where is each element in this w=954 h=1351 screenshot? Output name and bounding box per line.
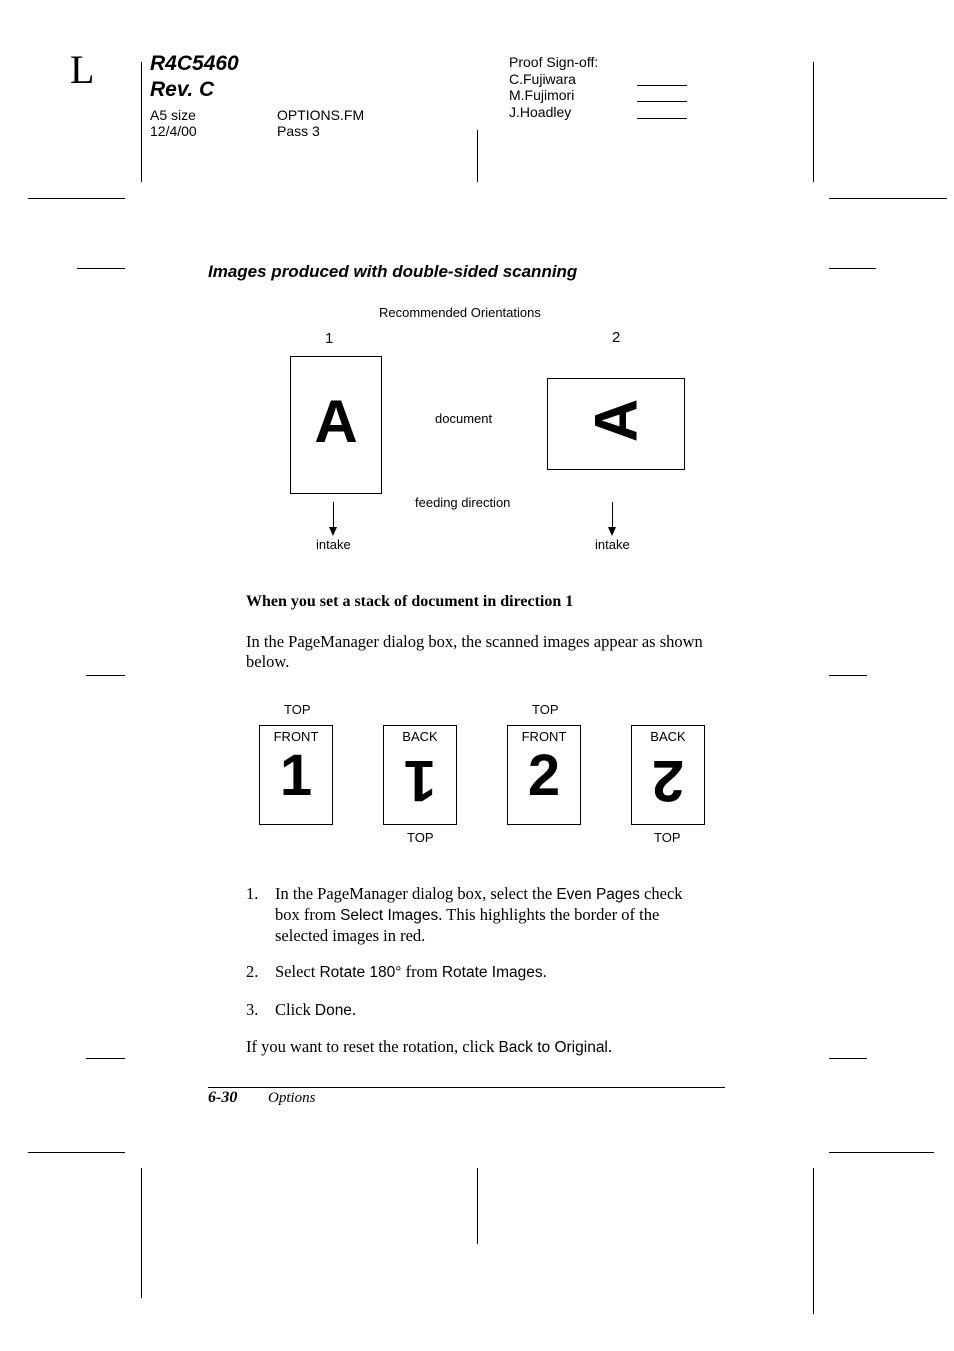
document-letter: A	[314, 388, 358, 455]
crop-mark	[829, 1152, 934, 1153]
page-side-label: FRONT	[521, 729, 567, 744]
reset-paragraph: If you want to reset the rotation, click Back to Original.	[246, 1037, 613, 1056]
page-side-label: BACK	[402, 729, 438, 744]
page-image-front-2	[507, 725, 581, 825]
header-size: A5 size	[150, 107, 196, 123]
arrow-head-icon	[329, 527, 337, 536]
step-1-line: selected images in red.	[275, 926, 426, 945]
top-label: TOP	[284, 702, 311, 717]
crop-mark	[28, 1152, 125, 1153]
feeding-direction-label: feeding direction	[415, 495, 511, 510]
signature-line	[637, 101, 687, 102]
footer-rule	[208, 1087, 725, 1088]
page-side-label: BACK	[650, 729, 686, 744]
crop-mark	[829, 1058, 867, 1059]
ui-term: Even Pages	[556, 886, 640, 903]
model-name: R4C5460	[150, 52, 239, 75]
ui-term: Back to Original	[498, 1039, 608, 1056]
crop-mark	[77, 268, 125, 269]
section-heading: Images produced with double-sided scanning	[208, 262, 578, 281]
arrow-head-icon	[608, 527, 616, 536]
step-1-line: box from Select Images. This highlights the border of the	[275, 905, 660, 924]
intake-label: intake	[595, 537, 630, 552]
feed-arrow	[333, 502, 334, 527]
ui-term: Rotate Images	[441, 964, 543, 981]
ui-term: Select Images	[340, 907, 439, 924]
model-title	[150, 51, 239, 103]
signer: C.Fujiwara	[509, 71, 576, 87]
top-label: TOP	[532, 702, 559, 717]
crop-mark	[141, 62, 142, 182]
page-image-back-2	[631, 725, 705, 825]
step-1	[275, 884, 735, 946]
crop-mark	[28, 198, 125, 199]
landscape-document	[547, 378, 685, 470]
page-number: 2	[527, 743, 561, 808]
top-label: TOP	[654, 830, 681, 845]
crop-mark	[813, 1168, 814, 1314]
revision: Rev. C	[150, 78, 215, 101]
step-number: 3.	[246, 1000, 259, 1019]
page-side-label: FRONT	[273, 729, 319, 744]
ui-term: Done	[314, 1002, 352, 1019]
header-date: 12/4/00	[150, 123, 197, 139]
orientation-number: 2	[612, 329, 621, 346]
step-2: Select Rotate 180° from Rotate Images.	[275, 962, 547, 981]
signer: J.Hoadley	[509, 104, 572, 120]
step-1-line: In the PageManager dialog box, select the Even Pages check	[275, 884, 683, 903]
crop-mark	[86, 1058, 125, 1059]
crop-mark	[477, 1168, 478, 1244]
intake-label: intake	[316, 537, 351, 552]
page-image-front-1	[259, 725, 333, 825]
crop-mark	[829, 675, 867, 676]
subheading: When you set a stack of document in direction 1	[246, 593, 574, 610]
feed-arrow	[612, 502, 613, 527]
page-number: 2	[651, 748, 685, 813]
portrait-document	[290, 356, 382, 494]
signature-line	[637, 85, 687, 86]
crop-mark	[141, 1168, 142, 1298]
signer: M.Fujimori	[509, 87, 575, 103]
document-letter: A	[582, 398, 650, 443]
crop-mark	[813, 62, 814, 182]
page-number: 1	[403, 748, 437, 813]
crop-mark	[829, 268, 876, 269]
document-label: document	[435, 411, 493, 426]
step-number: 2.	[246, 962, 259, 981]
proof-title: Proof Sign-off:	[509, 54, 599, 70]
page-number: 1	[279, 743, 313, 808]
step-3: Click Done.	[275, 1000, 357, 1019]
crop-mark	[86, 675, 125, 676]
header-pass: Pass 3	[277, 123, 320, 139]
diagram-title: Recommended Orientations	[379, 305, 541, 320]
crop-mark	[477, 130, 478, 182]
signature-line	[637, 118, 687, 119]
orientation-number: 1	[325, 330, 334, 347]
corner-letter: L	[70, 47, 95, 92]
step-number: 1.	[246, 884, 259, 903]
header-file: OPTIONS.FM	[277, 107, 365, 123]
crop-mark	[829, 198, 947, 199]
footer-section: Options	[268, 1090, 316, 1106]
intro-paragraph: In the PageManager dialog box, the scanned images appear as shown below.	[246, 632, 703, 671]
page-image-back-1	[383, 725, 457, 825]
ui-term: Rotate 180°	[319, 964, 402, 981]
footer-page-number: 6-30	[208, 1089, 238, 1106]
top-label: TOP	[407, 830, 434, 845]
